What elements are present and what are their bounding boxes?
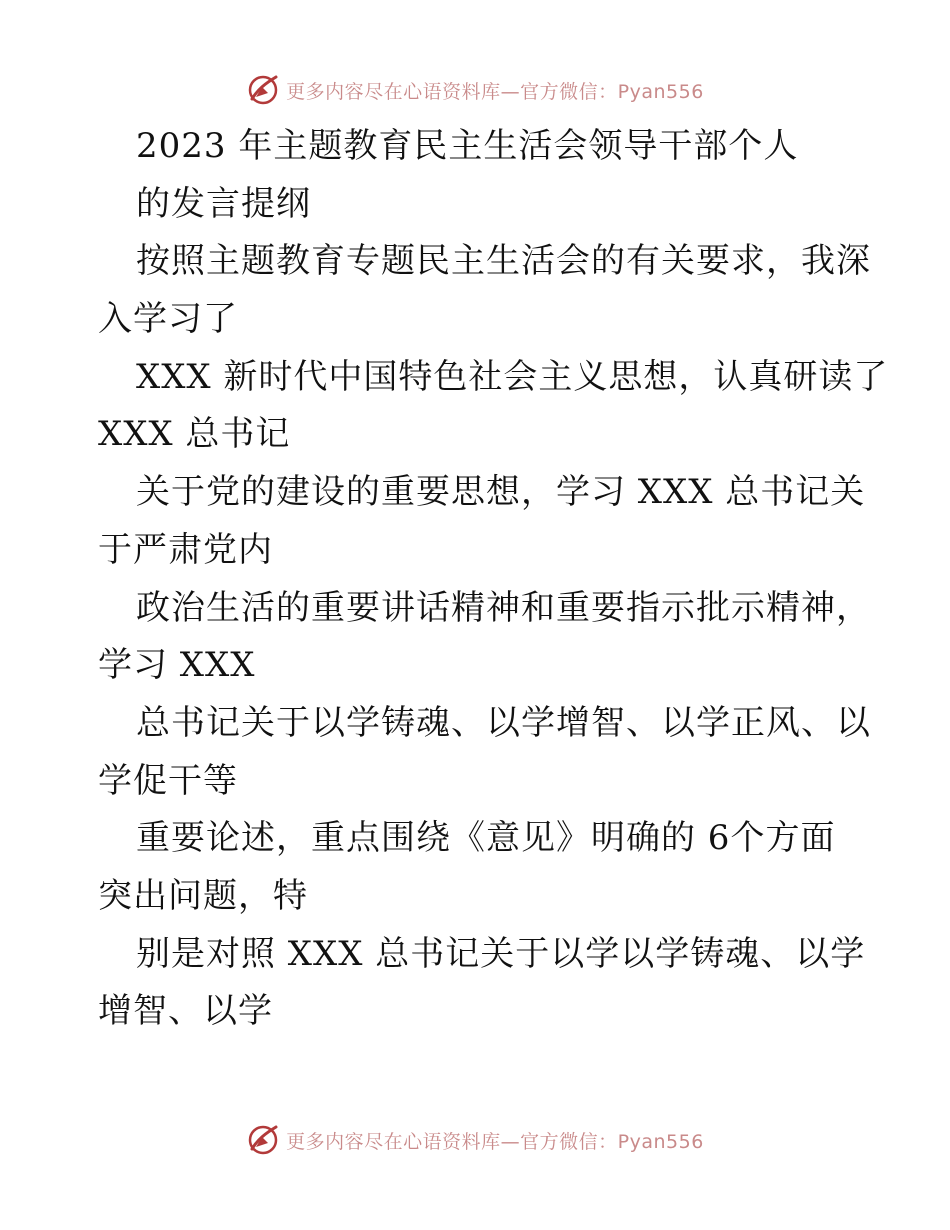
header-banner	[0, 70, 950, 110]
text-line: 政治生活的重要讲话精神和重要指示批示精神，	[136, 587, 871, 628]
document-body	[98, 118, 889, 1041]
text-line: 按照主题教育专题民主生活会的有关要求，我深	[136, 241, 871, 282]
banner-text: 更多内容尽在心语资料库—官方微信：Pyan556	[286, 1130, 704, 1153]
text-line: 总书记关于以学铸魂、以学增智、以学正风、以	[136, 702, 871, 743]
text-line: 增智、以学	[98, 991, 273, 1032]
text-line: 学习 XXX	[98, 645, 256, 686]
text-line: 2023 年主题教育民主生活会领导干部个人	[136, 126, 799, 166]
text-line: 入学习了	[98, 299, 238, 340]
text-line: 突出问题，特	[98, 875, 308, 916]
text-line: XXX 总书记	[98, 414, 291, 455]
text-line: 的发言提纲	[136, 183, 311, 224]
text-line: 于严肃党内	[98, 529, 273, 570]
text-line: XXX 新时代中国特色社会主义思想，认真研读了	[136, 356, 889, 397]
text-line: 重要论述，重点围绕《意见》明确的 6个方面	[136, 818, 836, 859]
footer-banner	[0, 1120, 950, 1160]
text-line: 别是对照 XXX 总书记关于以学以学铸魂、以学	[136, 933, 866, 974]
banner-text: 更多内容尽在心语资料库—官方微信：Pyan556	[286, 80, 704, 103]
pen-logo-icon	[246, 73, 280, 107]
text-line: 学促干等	[98, 760, 238, 801]
text-line: 关于党的建设的重要思想，学习 XXX 总书记关	[136, 472, 866, 513]
pen-logo-icon	[246, 1123, 280, 1157]
